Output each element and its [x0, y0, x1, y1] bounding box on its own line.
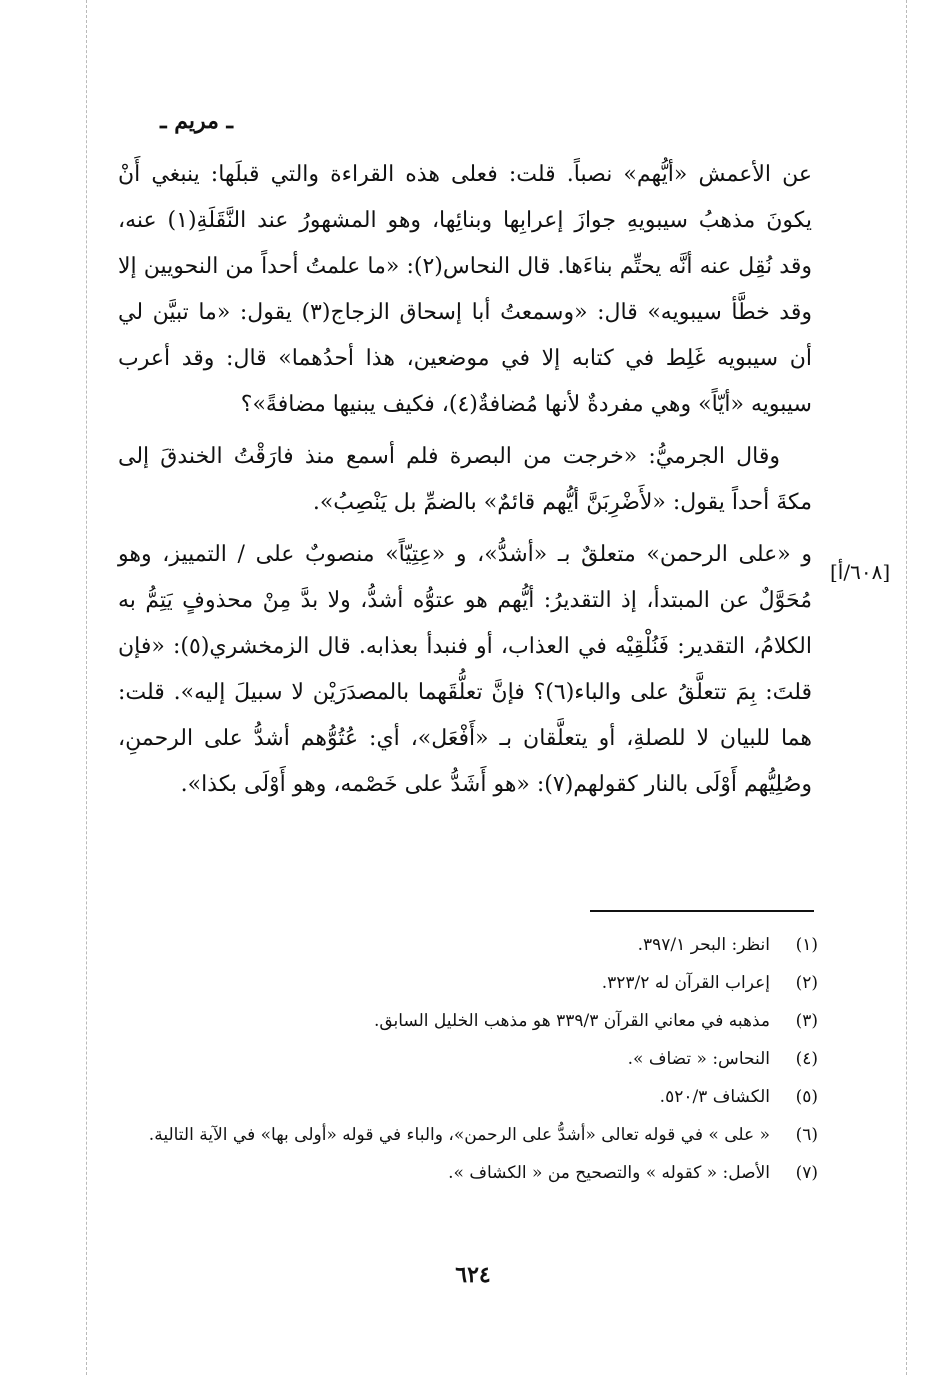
paragraph: و «على الرحمن» متعلقٌ بـ «أشدُّ»، و «عِتِيّاً» منصوبٌ على / التمييز، وهو مُحَوَّلٌ عن المبتدأ، إذ التقديرُ: أيُّهم هو عتوُّه أشدُّ، ولا بدَّ مِنْ محذوفٍ يَتِمُّ به الكلامُ، التقدير: فَنُلْقِيْه في العذاب، أو فنبدأ بعذابه. قال الزمخشري(٥): «فإن قلتَ: بِمَ تتعلَّقُ على والباء(٦)؟ فإنَّ تعلُّقَهما بالمصدَرَيْن لا سبيلَ إليه». قلت: هما للبيان لا للصلةِ، أو يتعلَّقان بـ «أَفْعَل»، أي: عُتُوُّهم أشدُّ على الرحمنِ، وصُلِيُّهم أَوْلَى بالنار كقولهم(٧): «هو أَشَدُّ على خَصْمه، وهو أَوْلَى بكذا». — [118, 542, 813, 797]
paragraph: عن الأعمش «أيُّهم» نصباً. قلت: فعلى هذه القراءة والتي قبلَها: ينبغي أَنْ يكونَ مذهبُ سيبويهِ جوازَ إعرابِها وبنائِها، وهو المشهورُ عند النَّقَلَةِ(١) عنه، وقد نُقِل عنه أنَّه يحتِّم بناءَها. قال النحاس(٢): «ما علمتُ أحداً من النحويين إلا وقد خطَّأ سيبويه» قال: «وسمعتُ أبا إسحاق الزجاج(٣) يقول: «ما تبيَّن لي أن سيبويه غَلِط في كتابه إلا في موضعين، هذا أحدُهما» قال: وقد أعرب سيبويه «أيّاً» وهي مفردةٌ لأنها مُضافةٌ(٤)، فكيف يبنيها مضافةً»؟ — [118, 162, 812, 417]
footnotes — [118, 928, 818, 1190]
footnote — [118, 966, 818, 1000]
footnote-number: (٧) — [795, 1163, 818, 1183]
margin-folio-reference: [٦٠٨/أ] — [830, 560, 891, 584]
footnote-number: (٤) — [795, 1049, 818, 1069]
footnote-number: (٦) — [795, 1125, 818, 1145]
footnote-text: الأصل: « كقوله » والتصحيح من « الكشاف ». — [448, 1163, 770, 1183]
footnote — [118, 1042, 818, 1076]
footnote-text: إعراب القرآن له ٣٢٣/٢. — [601, 973, 770, 993]
footnote — [118, 1004, 818, 1038]
footnote-number: (١) — [795, 935, 818, 955]
footnote-text: مذهبه في معاني القرآن ٣٣٩/٣ هو مذهب الخليل السابق. — [373, 1011, 770, 1031]
right-scan-edge — [906, 0, 907, 1375]
left-scan-edge — [86, 0, 87, 1375]
footnote — [118, 1080, 818, 1114]
footnote-text: الكشاف ٥٢٠/٣. — [659, 1087, 770, 1107]
paragraph: وقال الجرميُّ: «خرجت من البصرة فلم أسمع منذ فارَقْتُ الخندقَ إلى مكةَ أحداً يقول: «لأَضْرِبَنَّ أيُّهم قائمٌ» بالضمِّ بل يَنْصِبُ». — [118, 444, 812, 515]
footnote-number: (٥) — [795, 1087, 818, 1107]
footnote-text: انظر: البحر ٣٩٧/١. — [637, 935, 770, 955]
running-header: ـ مريم ـ — [160, 108, 233, 134]
footnote-number: (٢) — [795, 973, 818, 993]
footnote-text: النحاس: « تضاف ». — [627, 1049, 770, 1069]
main-text — [118, 152, 812, 808]
page-number: ٦٢٤ — [455, 1262, 491, 1288]
footnote — [118, 928, 818, 962]
footnote — [118, 1118, 818, 1152]
footnote-number: (٣) — [795, 1011, 818, 1031]
footnote — [118, 1156, 818, 1190]
footnote-text: « على » في قوله تعالى «أشدُّ على الرحمن»، والباء في قوله «أولى بها» في الآية التالية. — [148, 1125, 770, 1145]
footnote-separator — [590, 910, 814, 912]
